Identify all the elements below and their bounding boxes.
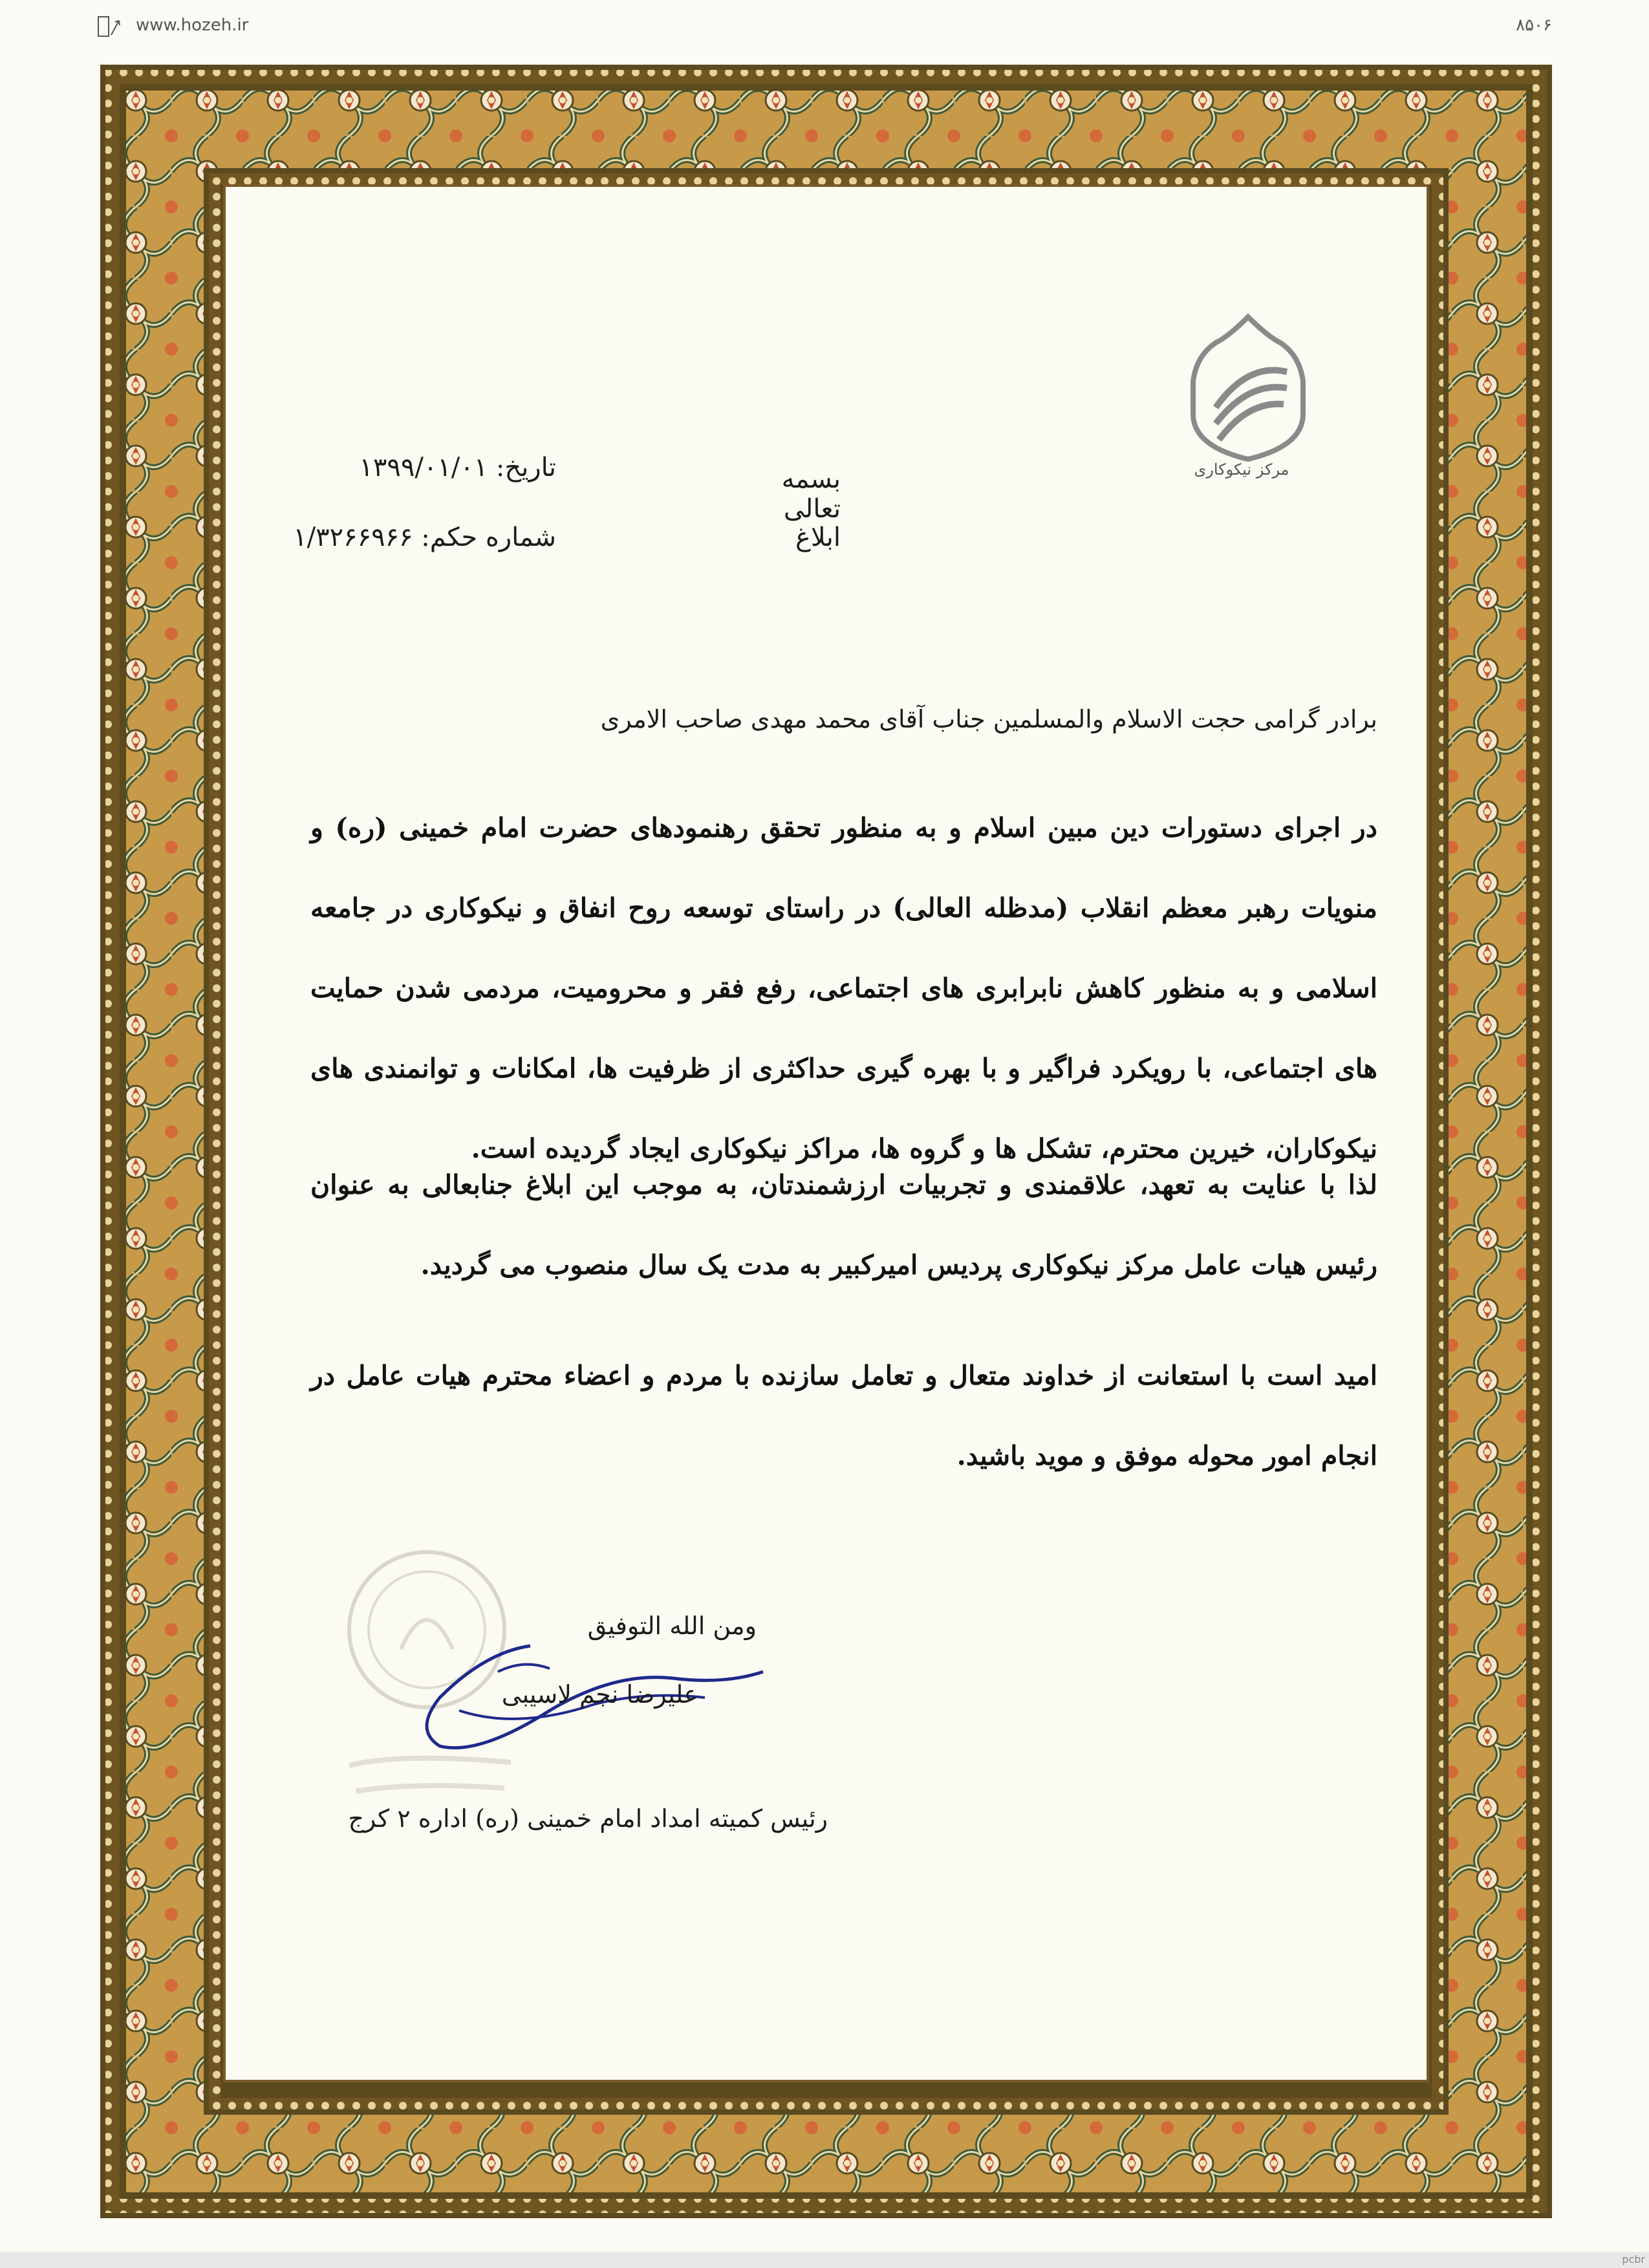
scan-bottom-strip xyxy=(0,2252,1649,2268)
faint-stamp-text-icon xyxy=(336,1746,524,1804)
scan-header xyxy=(97,16,1552,41)
subject-heading: ابلاغ xyxy=(795,523,841,552)
signer-name: علیرضا نجم لاسیبی xyxy=(501,1680,698,1709)
date-field: تاریخ: ۱۳۹۹/۰۱/۰۱ xyxy=(359,453,556,482)
footer-mark: pcbr xyxy=(1622,2253,1645,2265)
signer-title: رئیس کمیته امداد امام خمینی (ره) اداره ۲ کرج xyxy=(348,1804,828,1833)
corner-arrow-icon xyxy=(97,16,123,41)
order-number-field: شماره حکم: ۱/۳۲۶۶۹۶۶ xyxy=(293,523,556,552)
source-url: www.hozeh.ir xyxy=(136,16,249,35)
basmala-heading: بسمه تعالی xyxy=(781,464,841,524)
reference-number: ۸۵۰۶ xyxy=(1516,16,1552,35)
body-paragraph-1: در اجرای دستورات دین مبین اسلام و به منظور تحقق رهنمودهای حضرت امام خمینی (ره) و منویات رهبر معظم انقلاب (مدظله العالی) در راستای توسعه روح انفاق و نیکوکاری در جامعه اسلامی و به منظور کاهش نابرابری های اجتماعی، رفع فقر و محرومیت، مردمی شدن حمایت های اجتماعی، با رویکرد فراگیر و با بهره گیری حداکثری از ظرفیت ها، امکانات و توانمندی های نیکوکاران، خیرین محترم، تشکل ها و گروه ها، مراکز نیکوکاری ایجاد گردیده است. xyxy=(310,812,1377,1164)
logo-caption: مرکز نیکوکاری xyxy=(1194,460,1289,479)
closing-phrase: ومن الله التوفیق xyxy=(587,1612,757,1640)
body-paragraph-3: امید است با استعانت از خداوند متعال و تعامل سازنده با مردم و اعضاء محترم هیات عامل در انجام امور محوله موفق و موید باشید. xyxy=(310,1360,1377,1471)
body-paragraph-2: لذا با عنایت به تعهد، علاقمندی و تجربیات ارزشمندتان، به موجب این ابلاغ جنابعالی به عنوان رئیس هیات عامل مرکز نیکوکاری پردیس امیرکبیر به مدت یک سال منصوب می گردید. xyxy=(310,1169,1377,1280)
addressee-line: برادر گرامی حجت الاسلام والمسلمین جناب آقای محمد مهدی صاحب الامری xyxy=(600,705,1377,733)
